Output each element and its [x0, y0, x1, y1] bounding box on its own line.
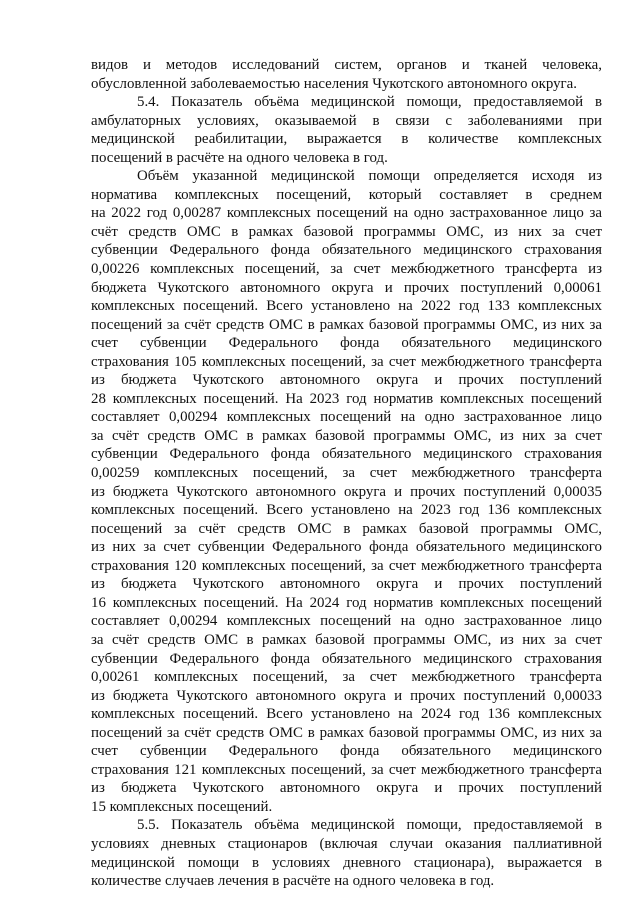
text-line: субвенции Федерального фонда обязательного медицинского страхования: [91, 242, 602, 259]
text-line: за счёт средств ОМС в рамках базовой программы ОМС, из них за счет: [91, 427, 602, 444]
text-line: страхования 105 комплексных посещений, за счет межбюджетного трансферта: [91, 353, 602, 370]
text-line: комплексных посещений. Всего установлено на 2023 год 136 комплексных: [91, 502, 602, 519]
paragraph: [91, 816, 602, 890]
text-line: амбулаторных условиях, оказываемой в связи с заболеваниями при: [91, 112, 602, 129]
text-line: медицинской реабилитации, выражается в количестве комплексных: [91, 131, 602, 148]
text-line: счёт средств ОМС в рамках базовой программы ОМС, из них за счет: [91, 223, 602, 240]
text-line: условиях дневных стационаров (включая случаи оказания паллиативной: [91, 835, 602, 852]
text-line: посещений за счёт средств ОМС в рамках базовой программы ОМС, из них за: [91, 724, 602, 741]
text-line: за счёт средств ОМС в рамках базовой программы ОМС, из них за счет: [91, 631, 602, 648]
text-line: субвенции Федерального фонда обязательного медицинского страхования: [91, 446, 602, 463]
text-line: Объём указанной медицинской помощи определяется исходя из: [137, 168, 602, 185]
text-line: страхования 121 комплексных посещений, за счет межбюджетного трансферта: [91, 761, 602, 778]
text-line: составляет 0,00294 комплексных посещений на одно застрахованное лицо: [91, 613, 602, 630]
text-line: из бюджета Чукотского автономного округа и прочих поступлений 0,00033: [91, 687, 602, 704]
text-line: количестве случаев лечения в расчёте на одного человека в год.: [91, 873, 495, 890]
text-line: субвенции Федерального фонда обязательного медицинского страхования: [91, 650, 602, 667]
text-line: из бюджета Чукотского автономного округа и прочих поступлений 0,00035: [91, 483, 602, 500]
text-line: медицинской помощи в условиях дневного стационара), выражается в: [91, 854, 602, 871]
text-line: 0,00226 комплексных посещений, за счет межбюджетного трансферта из: [91, 261, 602, 278]
text-line: из бюджета Чукотского автономного округа и прочих поступлений: [91, 372, 602, 389]
text-line: счет субвенции Федерального фонда обязательного медицинского: [91, 743, 602, 760]
text-line: 0,00261 комплексных посещений, за счет межбюджетного трансферта: [91, 669, 602, 686]
text-line: из них за счет субвенции Федерального фонда обязательного медицинского: [91, 539, 602, 556]
text-line: 15 комплексных посещений.: [91, 798, 273, 815]
text-line: посещений в расчёте на одного человека в год.: [91, 149, 388, 166]
text-line: 0,00259 комплексных посещений, за счет межбюджетного трансферта: [91, 465, 602, 482]
text-line: комплексных посещений. Всего установлено на 2022 год 133 комплексных: [91, 298, 602, 315]
text-line: 16 комплексных посещений. На 2024 год норматив комплексных посещений: [91, 594, 602, 611]
text-line: из бюджета Чукотского автономного округа и прочих поступлений: [91, 576, 602, 593]
text-line: на 2022 год 0,00287 комплексных посещений на одно застрахованное лицо за: [91, 205, 602, 222]
text-line: из бюджета Чукотского автономного округа и прочих поступлений: [91, 780, 602, 797]
paragraph: [91, 167, 602, 816]
text-line: посещений за счёт средств ОМС в рамках базовой программы ОМС,: [91, 520, 602, 537]
text-line: видов и методов исследований систем, органов и тканей человека,: [91, 57, 602, 73]
paragraph: [91, 56, 602, 93]
text-line: обусловленной заболеваемостью населения Чукотского автономного округа.: [91, 75, 577, 92]
document-body: [91, 56, 602, 891]
text-line: бюджета Чукотского автономного округа и прочих поступлений 0,00061: [91, 279, 602, 296]
text-line: составляет 0,00294 комплексных посещений на одно застрахованное лицо: [91, 409, 602, 426]
paragraph: [91, 93, 602, 167]
text-line: 28 комплексных посещений. На 2023 год норматив комплексных посещений: [91, 390, 602, 407]
text-line: 5.5. Показатель объёма медицинской помощи, предоставляемой в: [137, 817, 602, 834]
text-line: 5.4. Показатель объёма медицинской помощи, предоставляемой в: [137, 94, 602, 111]
text-line: счет субвенции Федерального фонда обязательного медицинского: [91, 335, 602, 352]
text-line: норматива комплексных посещений, который составляет в среднем: [91, 186, 602, 203]
text-line: посещений за счёт средств ОМС в рамках базовой программы ОМС, из них за: [91, 316, 602, 333]
text-line: страхования 120 комплексных посещений, за счет межбюджетного трансферта: [91, 557, 602, 574]
text-line: комплексных посещений. Всего установлено на 2024 год 136 комплексных: [91, 706, 602, 723]
